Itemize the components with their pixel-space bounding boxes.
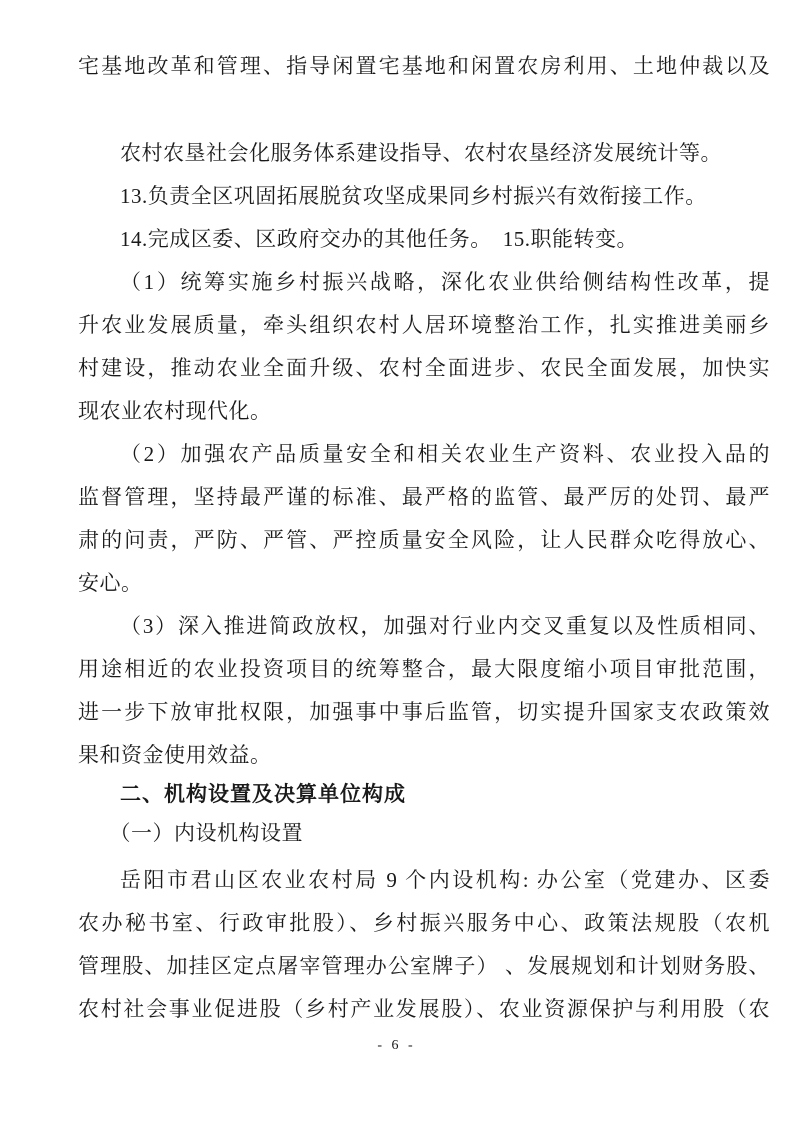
paragraph-2-line: （2）加强农产品质量安全和相关农业生产资料、农业投入品的 [120, 442, 770, 466]
paragraph-1-line: 升农业发展质量，牵头组织农村人居环境整治工作，扎实推进美丽乡 [78, 313, 770, 337]
list-item-14-15: 14.完成区委、区政府交办的其他任务。 15.职能转变。 [120, 227, 638, 251]
paragraph-2-line: 肃的问责，严防、严管、严控质量安全风险，让人民群众吃得放心、 [78, 528, 770, 552]
paragraph-3-line: 果和资金使用效益。 [78, 743, 272, 767]
paragraph-4-line: 农村社会事业促进股（乡村产业发展股）、农业资源保护与利用股（农 [78, 997, 770, 1021]
paragraph-4-line: 管理股、加挂区定点屠宰管理办公室牌子） 、发展规划和计划财务股、 [78, 954, 770, 978]
paragraph-4-line: 岳阳市君山区农业农村局 9 个内设机构: 办公室（党建办、区委 [120, 868, 770, 892]
list-item-13: 13.负责全区巩固拓展脱贫攻坚成果同乡村振兴有效衔接工作。 [120, 184, 707, 208]
paragraph-3-line: 进一步下放审批权限，加强事中事后监管，切实提升国家支农政策效 [78, 700, 770, 724]
paragraph-4-line: 农办秘书室、行政审批股）、乡村振兴服务中心、政策法规股（农机 [78, 911, 770, 935]
continuation-line: 宅基地改革和管理、指导闲置宅基地和闲置农房利用、土地仲裁以及 [78, 54, 770, 78]
paragraph-1-line: 现农业农村现代化。 [78, 399, 272, 423]
list-item-12-tail: 农村农垦社会化服务体系建设指导、农村农垦经济发展统计等。 [120, 141, 722, 165]
paragraph-1-line: 村建设，推动农业全面升级、农村全面进步、农民全面发展，加快实 [78, 356, 770, 380]
paragraph-3-line: 用途相近的农业投资项目的统筹整合，最大限度缩小项目审批范围， [78, 657, 770, 681]
paragraph-2-line: 监督管理，坚持最严谨的标准、最严格的监管、最严厉的处罚、最严 [78, 485, 770, 509]
paragraph-3-line: （3）深入推进简政放权，加强对行业内交叉重复以及性质相同、 [120, 614, 770, 638]
paragraph-2-line: 安心。 [78, 571, 143, 595]
page-number: - 6 - [377, 1038, 416, 1053]
paragraph-1-line: （1）统筹实施乡村振兴战略，深化农业供给侧结构性改革，提 [120, 270, 770, 294]
subsection-heading: （一）内设机构设置 [109, 821, 303, 845]
section-heading: 二、机构设置及决算单位构成 [120, 783, 406, 806]
document-content [78, 45, 770, 1031]
